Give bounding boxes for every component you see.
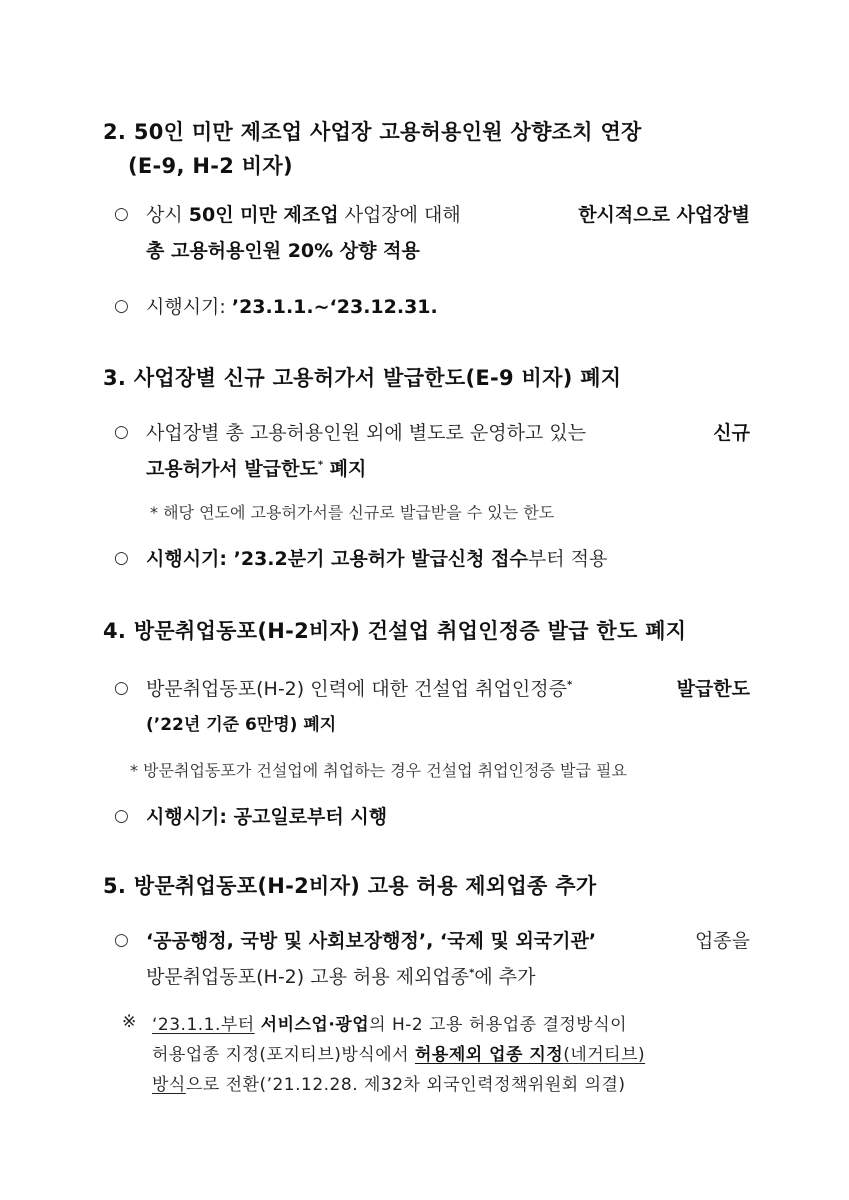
reference-line2: 허용업종 지정(포지티브)방식에서 허용제외 업종 지정(네거티브) <box>152 1045 646 1065</box>
reference-line1: ‘23.1.1.부터 서비스업·광업의 H-2 고용 허용업종 결정방식이 <box>152 1015 628 1035</box>
circle-bullet-icon: ○ <box>114 678 129 698</box>
circle-bullet-icon: ○ <box>114 548 129 568</box>
section-4-heading <box>103 615 686 645</box>
circle-bullet-icon: ○ <box>114 296 129 316</box>
section-4-footnote: * 방문취업동포가 건설업에 취업하는 경우 건설업 취업인정증 발급 필요 <box>130 761 627 780</box>
section-2-item-1-line2: 총 고용허용인원 20% 상향 적용 <box>146 240 420 262</box>
section-3-footnote: * 해당 연도에 고용허가서를 신규로 발급받을 수 있는 한도 <box>150 503 555 522</box>
circle-bullet-icon: ○ <box>114 204 129 224</box>
reference-mark-icon: ※ <box>122 1012 137 1032</box>
footnote-star-icon: * <box>150 503 158 522</box>
section-title: 방문취업동포(H-2비자) 건설업 취업인정증 발급 한도 폐지 <box>133 619 687 643</box>
section-2-heading <box>103 116 642 146</box>
section-5-heading <box>103 870 596 900</box>
section-4-item-1-line2: (’22년 기준 6만명) 폐지 <box>146 715 337 735</box>
section-5-item-1-line2: 방문취업동포(H-2) 고용 허용 제외업종*에 추가 <box>146 966 536 988</box>
section-4-item-1-line1: 방문취업동포(H-2) 인력에 대한 건설업 취업인정증* 발급한도 <box>146 678 750 700</box>
circle-bullet-icon: ○ <box>114 806 129 826</box>
section-4-effective-date: 시행시기: 공고일로부터 시행 <box>146 806 388 828</box>
section-3-heading <box>103 362 621 392</box>
section-2-effective-date: 시행시기: ’23.1.1.~‘23.12.31. <box>146 296 438 318</box>
section-2-heading-line2: (E-9, H-2 비자) <box>128 154 293 178</box>
footnote-star-icon: * <box>130 761 138 780</box>
section-5-item-1-line1: ‘공공행정, 국방 및 사회보장행정’, ‘국제 및 외국기관’ 업종을 <box>146 930 750 952</box>
section-number: 4. <box>103 619 127 643</box>
circle-bullet-icon: ○ <box>114 422 129 442</box>
section-3-effective-date: 시행시기: ’23.2분기 고용허가 발급신청 접수부터 적용 <box>146 548 608 570</box>
section-title: 방문취업동포(H-2비자) 고용 허용 제외업종 추가 <box>133 874 597 898</box>
section-2-item-1-line1: 상시 50인 미만 제조업 사업장에 대해 한시적으로 사업장별 <box>146 204 750 226</box>
section-number: 2. <box>103 120 127 144</box>
section-3-item-1-line2: 고용허가서 발급한도* 폐지 <box>146 458 367 480</box>
section-title: 사업장별 신규 고용허가서 발급한도(E-9 비자) 폐지 <box>133 366 622 390</box>
section-title: 50인 미만 제조업 사업장 고용허용인원 상향조치 연장 <box>133 120 642 144</box>
section-number: 3. <box>103 366 127 390</box>
section-number: 5. <box>103 874 127 898</box>
section-3-item-1-line1: 사업장별 총 고용허용인원 외에 별도로 운영하고 있는 신규 <box>146 422 750 444</box>
reference-line3: 방식으로 전환(’21.12.28. 제32차 외국인력정책위원회 의결) <box>152 1075 626 1095</box>
circle-bullet-icon: ○ <box>114 930 129 950</box>
